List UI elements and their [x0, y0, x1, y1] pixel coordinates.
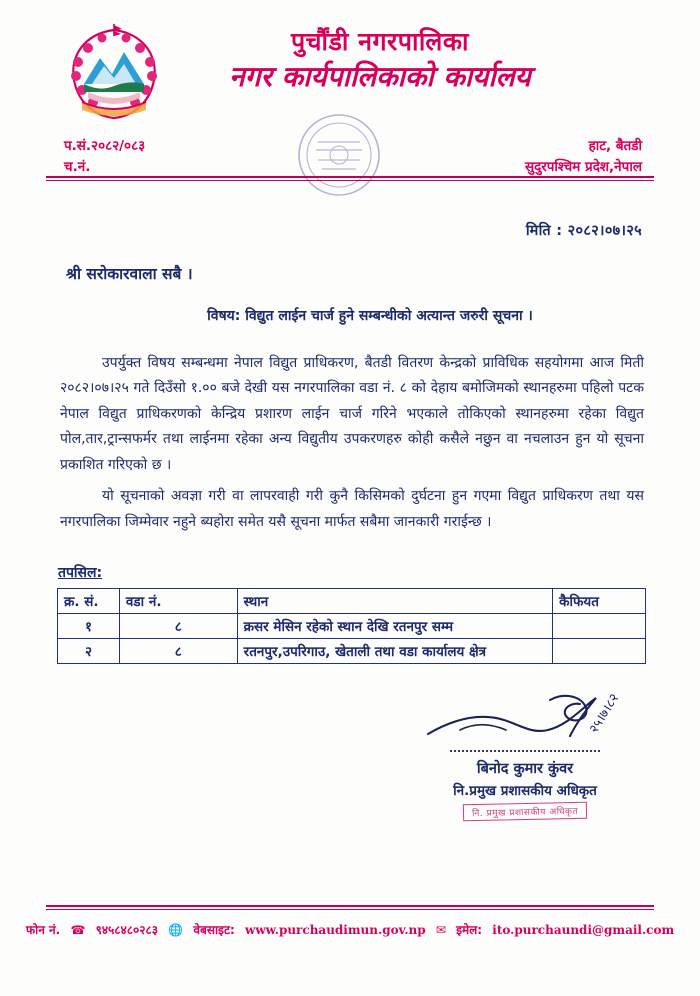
website-label: वेबसाइट:: [193, 923, 235, 937]
column-header-ward: वडा नं.: [119, 589, 237, 614]
table-row: [58, 614, 646, 639]
column-header-remark: कैफियत: [553, 589, 646, 614]
ref-no: प.सं.२०८२/०८३: [64, 138, 146, 154]
signatory-post: नि.प्रमुख प्रशासकीय अधिकृत: [453, 783, 597, 799]
letterhead: [0, 0, 700, 182]
signatory-name: बिनोद कुमार कुंवर: [476, 761, 574, 777]
address-line-1: हाट, बैतडी: [588, 138, 642, 154]
office-address: [525, 136, 642, 178]
address-line-2: सुदुरपश्चिम प्रदेश,नेपाल: [524, 158, 642, 175]
schedule-label: तपसिल:: [58, 565, 103, 582]
signature-block: [400, 690, 650, 820]
column-header-place: स्थान: [237, 589, 552, 614]
phone-label: फोन नं.: [25, 923, 61, 937]
subject-line: विषय: विद्युत लाईन चार्ज हुने सम्बन्धीको अत्यान्त जरुरी सूचना ।: [207, 308, 533, 324]
table-header-row: [58, 589, 646, 614]
svg-text:२५।७।८२: २५।७।८२: [586, 691, 623, 737]
envelope-icon: ✉: [435, 923, 446, 937]
email-address[interactable]: ito.purchaundi@gmail.com: [492, 923, 675, 937]
cell-serial: १: [58, 614, 120, 639]
municipality-name: पुर्चौंडी नगरपालिका: [290, 27, 470, 56]
reference-numbers: [64, 136, 145, 178]
column-header-serial: क्र. सं.: [58, 589, 120, 614]
office-title: [0, 26, 700, 96]
cell-ward: ८: [119, 639, 237, 664]
body-paragraph-2: यो सूचनाको अवज्ञा गरी वा लापरवाही गरी कुनै किसिमको दुर्घटना हुन गएमा विद्युत प्राधिकरण तथा यस नगरपालिका जिम्मेवार नहुने ब्यहोरा समेत यसै सूचना मार्फत सबैमा जानकारी गराईन्छ ।: [60, 488, 644, 530]
footer-contact-bar: [0, 921, 700, 938]
header-divider: [46, 176, 654, 181]
phone-number: ९४५८४८०२८३: [95, 923, 158, 937]
document-date: मिति : २०८२।०७।२५: [525, 223, 642, 239]
email-label: इमेल:: [456, 923, 483, 937]
cell-place: क्रसर मेसिन रहेको स्थान देखि रतनपुर सम्म: [237, 614, 552, 639]
cell-ward: ८: [119, 614, 237, 639]
body-text: [60, 351, 644, 535]
cell-remark: [553, 639, 646, 664]
website-url[interactable]: www.purchaudimun.gov.np: [244, 923, 426, 937]
body-paragraph-1: उपर्युक्त विषय सम्बन्धमा नेपाल विद्युत प्राधिकरण, बैतडी वितरण केन्द्रको प्राविधिक सहयोगमा आज मिती २०८२।०७।२५ गते दिउँसो १.०० बजे देखी यस नगरपालिका वडा नं. ८ को देहाय बमोजिमको स्थानहरुमा पहिलो पटक नेपाल विद्युत प्राधिकरणको केन्द्रिय प्रशारण लाईन चार्ज गरिने भएकाले तोकिएको स्थानहरुमा रहेका विद्युत पोल,तार,ट्रान्सफर्मर तथा लाईनमा रहेका अन्य विद्युतीय उपकरणहरु कोही कसैले नछुन वा नचलाउन हुन यो सूचना प्रकाशित गरिएको छ ।: [60, 355, 644, 473]
footer-divider: [46, 905, 654, 910]
signatory-stamp: नि. प्रमुख प्रशासकीय अधिकृत: [463, 802, 587, 822]
globe-icon: 🌐: [168, 923, 184, 937]
handwritten-signature-icon: [400, 690, 650, 750]
cell-place: रतनपुर,उपरिगाउ, खेताली तथा वडा कार्यालय क्षेत्र: [237, 639, 552, 664]
cell-remark: [553, 614, 646, 639]
telephone-icon: ☎: [70, 923, 86, 937]
round-office-stamp-icon: [296, 112, 382, 198]
cell-serial: २: [58, 639, 120, 664]
office-name: नगर कार्यपालिकाको कार्यालय: [229, 60, 531, 94]
table-row: [58, 639, 646, 664]
schedule-table: [57, 588, 646, 664]
recipient-line: श्री सरोकारवाला सबै ।: [66, 265, 193, 283]
dispatch-no: च.नं.: [64, 158, 91, 175]
